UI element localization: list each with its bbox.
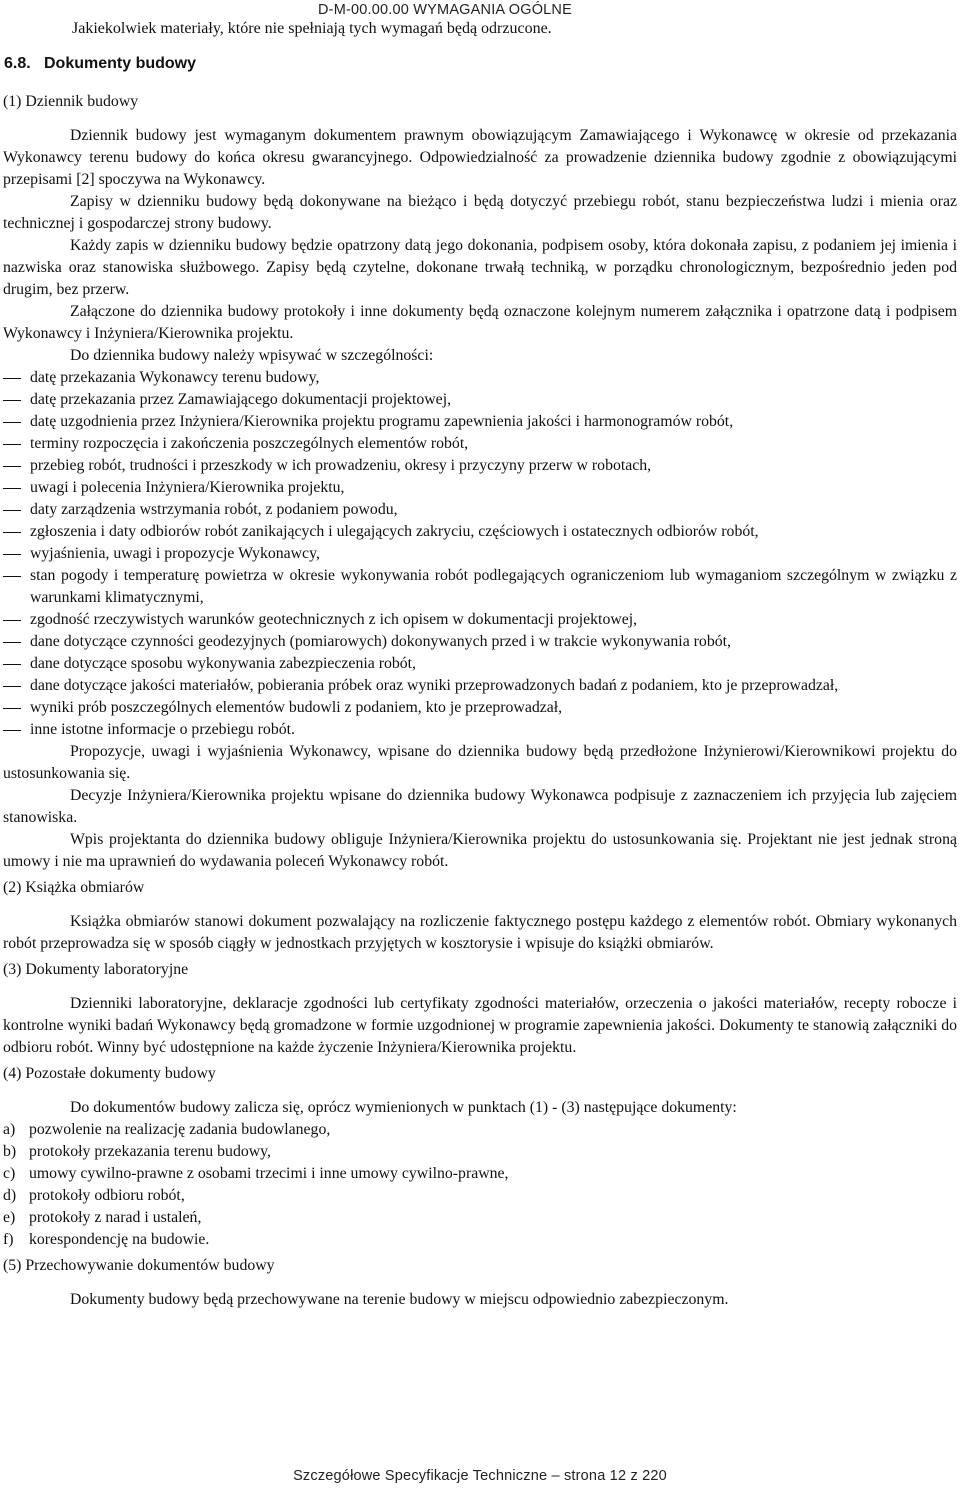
list-item	[3, 1119, 957, 1141]
list-item	[3, 1163, 957, 1185]
subsection-title-2: (2) Książka obmiarów	[3, 879, 145, 896]
list-item: datę przekazania przez Zamawiającego dokumentacji projektowej,	[3, 389, 957, 411]
list-marker: c)	[3, 1165, 16, 1182]
list-item: przebieg robót, trudności i przeszkody w ich prowadzeniu, okresy i przyczyny przerw w robotach,	[3, 455, 957, 477]
list-marker: f)	[3, 1231, 14, 1248]
paragraph: Zapisy w dzienniku budowy będą dokonywane na bieżąco i będą dotyczyć przebiegu robót, stanu bezpieczeństwa ludzi i mienia oraz technicznej i gospodarczej strony budowy.	[3, 193, 957, 232]
subsection-title-5: (5) Przechowywanie dokumentów budowy	[3, 1257, 275, 1274]
list-item-text: protokoły odbioru robót,	[29, 1187, 185, 1204]
list-item-text: protokoły przekazania terenu budowy,	[29, 1143, 271, 1160]
list-item: uwagi i polecenia Inżyniera/Kierownika projektu,	[3, 477, 957, 499]
list-item: daty zarządzenia wstrzymania robót, z podaniem powodu,	[3, 499, 957, 521]
list-item: dane dotyczące czynności geodezyjnych (pomiarowych) dokonywanych przed i w trakcie wykonywania robót,	[3, 631, 957, 653]
list-item: dane dotyczące jakości materiałów, pobierania próbek oraz wyniki przeprowadzonych badań z podaniem, kto je przeprowadzał,	[3, 675, 957, 697]
intro-line: Jakiekolwiek materiały, które nie spełniają tych wymagań będą odrzucone.	[72, 20, 552, 37]
list-item: wyjaśnienia, uwagi i propozycje Wykonawcy,	[3, 543, 957, 565]
journal-entries-list	[3, 367, 957, 741]
list-item: zgłoszenia i daty odbiorów robót zanikających i ulegających zakryciu, częściowych i ostatecznych odbiorów robót,	[3, 521, 957, 543]
list-marker: d)	[3, 1187, 17, 1204]
list-item	[3, 1185, 957, 1207]
list-item	[3, 1141, 957, 1163]
paragraph: Załączone do dziennika budowy protokoły i inne dokumenty będą oznaczone kolejnym numerem załącznika i opatrzone datą i podpisem Wykonawcy i Inżyniera/Kierownika projektu.	[3, 303, 957, 342]
list-item-text: umowy cywilno-prawne z osobami trzecimi i inne umowy cywilno-prawne,	[29, 1165, 509, 1182]
paragraph: Do dziennika budowy należy wpisywać w szczególności:	[70, 347, 434, 364]
paragraph: Wpis projektanta do dziennika budowy obliguje Inżyniera/Kierownika projektu do ustosunkowania się. Projektant nie jest jednak stroną umowy i nie ma uprawnień do wydawania poleceń Wykonawcy robót.	[3, 831, 957, 870]
paragraph: Każdy zapis w dzienniku budowy będzie opatrzony datą jego dokonania, podpisem osoby, która dokonała zapisu, z podaniem jej imienia i nazwiska oraz stanowiska służbowego. Zapisy będą czytelne, dokonane trwałą techniką, w porządku chronologicznym, bezpośrednio jeden pod drugim, bez przerw.	[3, 237, 957, 298]
paragraph: Dokumenty budowy będą przechowywane na terenie budowy w miejscu odpowiednio zabezpieczonym.	[70, 1291, 729, 1308]
paragraph: Do dokumentów budowy zalicza się, oprócz wymienionych w punktach (1) - (3) następujące dokumenty:	[70, 1099, 737, 1116]
subsection-title-4: (4) Pozostałe dokumenty budowy	[3, 1065, 216, 1082]
other-documents-list	[3, 1119, 957, 1251]
section-number: 6.8.	[4, 55, 31, 72]
list-item-text: pozwolenie na realizację zadania budowlanego,	[29, 1121, 331, 1138]
section-title: Dokumenty budowy	[44, 55, 197, 72]
paragraph: Dziennik budowy jest wymaganym dokumentem prawnym obowiązującym Zamawiającego i Wykonawcę w okresie od przekazania Wykonawcy terenu budowy do końca okresu gwarancyjnego. Odpowiedzialność za prowadzenie dziennika budowy zgodnie z obowiązującymi przepisami [2] spoczywa na Wykonawcy.	[3, 127, 957, 188]
list-marker: b)	[3, 1143, 17, 1160]
running-header: D-M-00.00.00 WYMAGANIA OGÓLNE	[318, 2, 572, 18]
list-item: stan pogody i temperaturę powietrza w okresie wykonywania robót podlegających ograniczeniom lub wymaganiom szczególnym w związku z warunkami klimatycznymi,	[3, 565, 957, 609]
list-marker: e)	[3, 1209, 16, 1226]
list-item: terminy rozpoczęcia i zakończenia poszczególnych elementów robót,	[3, 433, 957, 455]
list-item: wyniki prób poszczególnych elementów budowli z podaniem, kto je przeprowadzał,	[3, 697, 957, 719]
list-item	[3, 1207, 957, 1229]
list-item: zgodność rzeczywistych warunków geotechnicznych z ich opisem w dokumentacji projektowej,	[3, 609, 957, 631]
list-item-text: protokoły z narad i ustaleń,	[29, 1209, 202, 1226]
list-item-text: korespondencję na budowie.	[29, 1231, 210, 1248]
subsection-title-3: (3) Dokumenty laboratoryjne	[3, 961, 189, 978]
page-footer: Szczegółowe Specyfikacje Techniczne – strona 12 z 220	[293, 1468, 667, 1484]
document-body	[3, 91, 957, 1311]
list-item	[3, 1229, 957, 1251]
list-item: datę uzgodnienia przez Inżyniera/Kierownika projektu programu zapewnienia jakości i harmonogramów robót,	[3, 411, 957, 433]
section-heading	[4, 55, 196, 73]
paragraph: Propozycje, uwagi i wyjaśnienia Wykonawcy, wpisane do dziennika budowy będą przedłożone Inżynierowi/Kierownikowi projektu do ustosunkowania się.	[3, 743, 957, 782]
subsection-title-1: (1) Dziennik budowy	[3, 93, 139, 110]
list-item: datę przekazania Wykonawcy terenu budowy,	[3, 367, 957, 389]
paragraph: Książka obmiarów stanowi dokument pozwalający na rozliczenie faktycznego postępu każdego z elementów robót. Obmiary wykonanych robót przeprowadza się w sposób ciągły w jednostkach przyjętych w kosztorysie i wpisuje do książki obmiarów.	[3, 913, 957, 952]
list-marker: a)	[3, 1121, 16, 1138]
list-item: inne istotne informacje o przebiegu robót.	[3, 719, 957, 741]
paragraph: Decyzje Inżyniera/Kierownika projektu wpisane do dziennika budowy Wykonawca podpisuje z zaznaczeniem ich przyjęcia lub zajęciem stanowiska.	[3, 787, 957, 826]
paragraph: Dzienniki laboratoryjne, deklaracje zgodności lub certyfikaty zgodności materiałów, orzeczenia o jakości materiałów, recepty robocze i kontrolne wyniki badań Wykonawcy będą gromadzone w formie uzgodnionej w programie zapewnienia jakości. Dokumenty te stanowią załączniki do odbioru robót. Winny być udostępnione na każde życzenie Inżyniera/Kierownika projektu.	[3, 995, 957, 1056]
list-item: dane dotyczące sposobu wykonywania zabezpieczenia robót,	[3, 653, 957, 675]
